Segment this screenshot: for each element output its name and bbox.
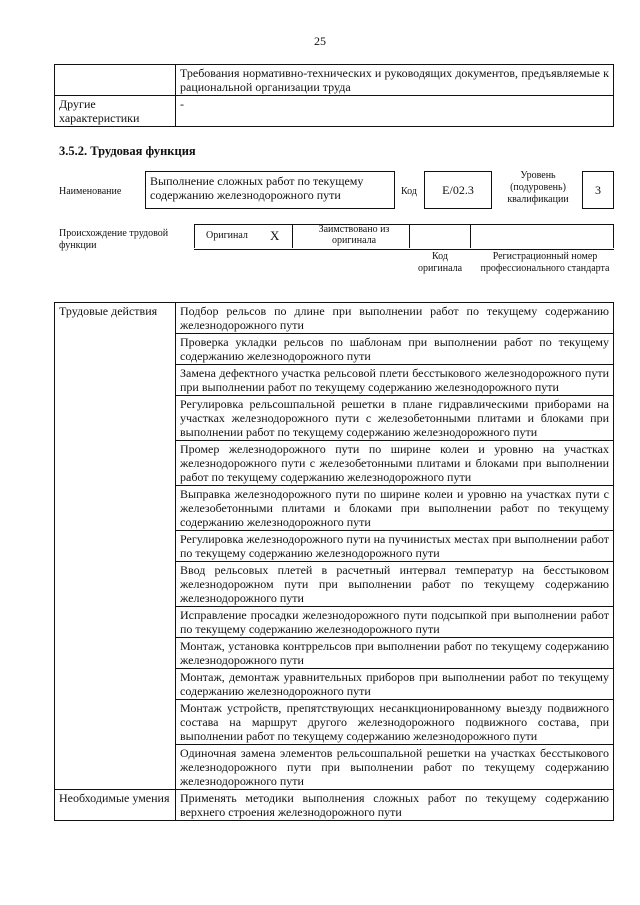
function-name-box: Выполнение сложных работ по текущему содержанию железнодорожного пути	[145, 171, 395, 209]
table-row	[55, 65, 614, 96]
action-item: Подбор рельсов по длине при выполнении работ по текущему содержанию железнодорожного пути	[176, 303, 614, 334]
action-item: Проверка укладки рельсов по шаблонам при выполнении работ по текущему содержанию железнодорожного пути	[176, 334, 614, 365]
skills-label: Необходимые умения	[55, 790, 176, 821]
action-item: Замена дефектного участка рельсовой плети бесстыкового железнодорожного пути при выполнении работ по текущему содержанию железнодорожного пути	[176, 365, 614, 396]
action-item: Монтаж, демонтаж уравнительных приборов при выполнении работ по текущему содержанию железнодорожного пути	[176, 669, 614, 700]
action-item: Ввод рельсовых плетей в расчетный интервал температур на бесстыковом железнодорожном пути при выполнении работ по текущему содержанию железнодорожного пути	[176, 562, 614, 607]
origin-label: Происхождение трудовой функции	[59, 228, 169, 251]
original-label: Оригинал	[206, 230, 248, 241]
row-label	[55, 65, 176, 96]
section-title: 3.5.2. Трудовая функция	[59, 144, 196, 158]
code-original-caption: Код оригинала	[417, 251, 463, 274]
action-item: Регулировка рельсошпальной решетки в плане гидравлическими приборами на участках железнодорожного пути с железобетонными плитами и блоками при выполнении работ по текущему содержанию железнодорожного пути	[176, 396, 614, 441]
name-label: Наименование	[59, 186, 122, 197]
original-mark: X	[270, 228, 280, 243]
action-item: Монтаж устройств, препятствующих несанкционированному выезду подвижного состава на маршрут другого железнодорожного подвижного состава, при выполнении работ по текущему содержанию железнодорожного пути	[176, 700, 614, 745]
table-row	[55, 96, 614, 127]
action-item: Регулировка железнодорожного пути на пучинистых местах при выполнении работ по текущему содержанию железнодорожного пути	[176, 531, 614, 562]
table-row	[55, 303, 614, 334]
action-item: Исправление просадки железнодорожного пути подсыпкой при выполнении работ по текущему содержанию железнодорожного пути	[176, 607, 614, 638]
action-item: Одиночная замена элементов рельсошпальной решетки на участках бесстыкового железнодорожного пути при выполнении работ по текущему содержанию железнодорожного пути	[176, 745, 614, 790]
requirements-table	[54, 64, 614, 127]
action-item: Выправка железнодорожного пути по ширине колеи и уровню на участках пути с железобетонными плитами и блоками при выполнении работ по текущему содержанию железнодорожного пути	[176, 486, 614, 531]
page-number: 25	[314, 34, 326, 48]
code-box: E/02.3	[424, 171, 492, 209]
reg-number-caption: Регистрационный номер профессионального стандарта	[480, 251, 610, 274]
level-box: 3	[582, 171, 614, 209]
row-text: Требования нормативно-технических и руководящих документов, предъявляемые к рациональной организации труда	[176, 65, 614, 96]
skill-item: Применять методики выполнения сложных работ по текущему содержанию верхнего строения железнодорожного пути	[176, 790, 614, 821]
action-item: Промер железнодорожного пути по ширине колеи и уровню на участках железнодорожного пути с железобетонными плитами и блоками при выполнении работ по текущему содержанию железнодорожного пути	[176, 441, 614, 486]
borrowed-label: Заимствовано из оригинала	[318, 224, 390, 246]
table-row	[55, 790, 614, 821]
labor-function-table	[54, 302, 614, 821]
code-label: Код	[401, 186, 417, 197]
action-item: Монтаж, установка контррельсов при выполнении работ по текущему содержанию железнодорожного пути	[176, 638, 614, 669]
row-text: -	[176, 96, 614, 127]
actions-label: Трудовые действия	[55, 303, 176, 790]
level-label: Уровень (подуровень) квалификации	[507, 170, 569, 205]
row-label: Другие характеристики	[55, 96, 176, 127]
